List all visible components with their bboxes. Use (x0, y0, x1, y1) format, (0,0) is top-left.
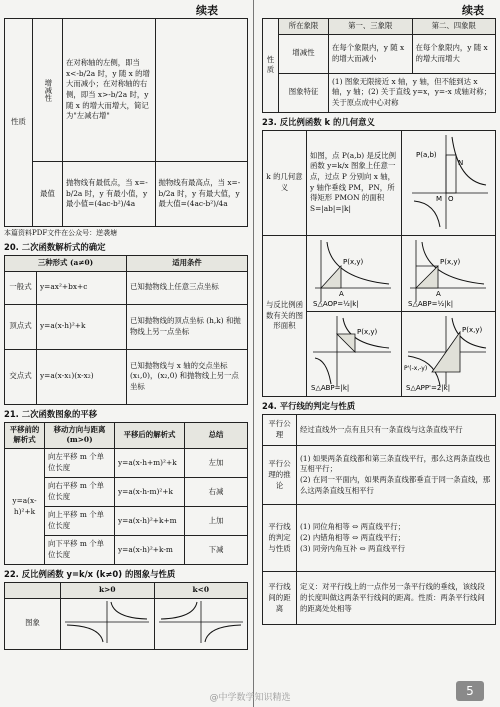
sec24-label: 平行线的判定与性质 (263, 505, 297, 572)
sec20-row-cond: 已知抛物线的顶点坐标 (h,k) 和抛物线上另一点坐标 (127, 304, 248, 349)
area-fig2-cell (401, 235, 496, 312)
left-column (4, 18, 248, 650)
right-column (262, 18, 496, 625)
sec24-text: (1) 同位角相等 ⇔ 两直线平行； (2) 内错角相等 ⇔ 两直线平行； (3) 同旁内角互补 ⇔ 两直线平行 (297, 505, 496, 572)
k-meaning-figure (402, 131, 492, 231)
hyperbola-kneg-cell (154, 598, 248, 649)
sec20-head-cond: 适用条件 (127, 256, 248, 272)
sec22-image-label: 图象 (5, 598, 61, 649)
fig2-p-label: P(x,y) (439, 257, 460, 266)
right-nature-label: 性质 (263, 19, 279, 113)
source-note: 本篇资料PDF文件在公众号：逆袭塘 (4, 229, 118, 237)
area-fig4-cell (401, 312, 496, 397)
area-fig2 (402, 236, 490, 308)
fig2-area: S△ABP=½|k| (407, 299, 453, 308)
sec20-row-formula: y=a(x-x₁)(x-x₂) (37, 349, 127, 404)
fig4-p-label: P(x,y) (461, 326, 482, 335)
sec24-text: 经过直线外一点有且只有一条直线与这条直线平行 (297, 415, 496, 446)
quadrant-label: 所在象限 (279, 19, 329, 35)
sec20-row-name: 交点式 (5, 349, 37, 404)
page-number-badge: 5 (456, 681, 484, 701)
sec20-head-form: 三种形式 (a≠0) (5, 256, 127, 272)
extreme-label: 最值 (33, 162, 63, 227)
fig1-a-label: A (339, 289, 344, 298)
fig4-area: S△APP'=2|k| (405, 384, 450, 393)
sec21-move: 向下平移 m 个单位长度 (45, 536, 115, 565)
area-fig1 (307, 236, 395, 308)
label-n: N (457, 158, 463, 167)
sec20-row-cond: 已知抛物线上任意三点坐标 (127, 271, 248, 304)
sec21-after: y=a(x-h)²+k+m (115, 507, 185, 536)
footer-watermark: @中学数学知识精选 (209, 693, 291, 703)
area-label: 与反比例函数有关的图形面积 (263, 235, 307, 396)
sec20-title: 20. 二次函数解析式的确定 (4, 242, 106, 252)
sec24-label: 平行公理 (263, 415, 297, 446)
sec21-move: 向左平移 m 个单位长度 (45, 449, 115, 478)
extreme-left: 抛物线有最低点，当 x=-b/2a 时，y 有最小值，y最小值=(4ac-b²)/4a (63, 162, 156, 227)
area-fig3-cell (307, 312, 402, 397)
sec22-table (4, 582, 248, 649)
label-o: O (447, 194, 454, 203)
sec21-head: 平移前的解析式 (5, 422, 45, 448)
sec20-table (4, 255, 248, 405)
extreme-right: 抛物线有最高点，当 x=-b/2a 时，y 有最大值，y最大值=(4ac-b²)/4a (155, 162, 248, 227)
quadrant-neg: 第二、四象限 (412, 19, 496, 35)
right-mono-label: 增减性 (279, 34, 329, 73)
right-mono-pos: 在每个象限内，y 随 x 的增大而减小 (329, 34, 413, 73)
sec20-row-cond: 已知抛物线与 x 轴的交点坐标 (x₁,0)，(x₂,0) 和抛物线上另一点坐标 (127, 349, 248, 404)
continued-label-right: 续表 (462, 4, 484, 17)
k-meaning-label: k 的几何意义 (263, 130, 307, 235)
sec24-text: 定义：对平行线上的一点作另一条平行线的垂线，该线段的长度叫做这两条平行线间的距离。性质：两条平行线间的距离处处相等 (297, 572, 496, 625)
right-mono-neg: 在每个象限内，y 随 x 的增大而增大 (412, 34, 496, 73)
continued-label-left: 续表 (196, 4, 218, 17)
feature-label: 图象特征 (279, 73, 329, 112)
hyperbola-kneg-graph (155, 599, 247, 645)
sec21-title: 21. 二次函数图象的平移 (4, 408, 98, 419)
monotonic-left: 在对称轴的左侧，即当 x<-b/2a 时，y 随 x 的增大而减小；在对称轴的右侧，即当 x>-b/2a 时，y 随 x 的增大而增大，简记为"左减右增" (63, 19, 156, 162)
fig3-area: S△ABP=|k| (311, 384, 350, 393)
sec21-after: y=a(x-h)²+k-m (115, 536, 185, 565)
sec24-label: 平行公理的推论 (263, 446, 297, 505)
sec24-text: (1) 如果两条直线都和第三条直线平行，那么这两条直线也互相平行； (2) 在同一平面内，如果两条直线都垂直于同一条直线，那么这两条直线互相平行 (297, 446, 496, 505)
sec24-table (262, 414, 496, 625)
hyperbola-kpos-cell (61, 598, 155, 649)
sec21-after: y=a(x-h+m)²+k (115, 449, 185, 478)
sec22-head-kpos: k>0 (61, 583, 155, 599)
k-meaning-figure-cell (401, 130, 496, 235)
sec22-head-kneg: k<0 (154, 583, 248, 599)
sec23-title: 23. 反比例函数 k 的几何意义 (262, 116, 375, 127)
sec21-after: y=a(x-h-m)²+k (115, 478, 185, 507)
fig3-p-label: P(x,y) (357, 328, 378, 337)
sec21-move: 向右平移 m 个单位长度 (45, 478, 115, 507)
sec21-move: 向上平移 m 个单位长度 (45, 507, 115, 536)
fig2-a-label: A (435, 289, 441, 298)
sec24-label: 平行线间的距离 (263, 572, 297, 625)
sec21-sum: 上加 (185, 507, 248, 536)
nature-label: 性质 (5, 19, 33, 227)
fig4-pp-label: P'(-x,-y) (403, 365, 427, 373)
fig1-area: S△AOP=½|k| (313, 299, 359, 308)
area-fig1-cell (307, 235, 402, 312)
sec22-blank-head (5, 583, 61, 599)
label-pab: P(a,b) (415, 150, 437, 159)
sec20-row-formula: y=ax²+bx+c (37, 271, 127, 304)
sec21-head: 平移后的解析式 (115, 422, 185, 448)
sec20-row-formula: y=a(x-h)²+k (37, 304, 127, 349)
sec21-head: 移动方向与距离 (m>0) (45, 422, 115, 448)
sec21-sum: 左加 (185, 449, 248, 478)
sec20-row-name: 顶点式 (5, 304, 37, 349)
monotonic-right (155, 19, 248, 162)
sec22-title: 22. 反比例函数 y=k/x (k≠0) 的图象与性质 (4, 569, 176, 580)
sec21-head: 总结 (185, 422, 248, 448)
label-m: M (435, 194, 442, 203)
area-fig3 (307, 312, 395, 392)
quadrant-pos: 第一、三象限 (329, 19, 413, 35)
sec24-title: 24. 平行线的判定与性质 (262, 401, 356, 412)
sec21-sum: 下减 (185, 536, 248, 565)
k-meaning-text: 如图，点 P(a,b) 是反比例函数 y=k/x 图象上任意一点，过点 P 分别向 x 轴，y 轴作垂线 PM，PN，所得矩形 PMON 的面积 S=|ab|=|k| (307, 130, 402, 235)
feature-text: (1) 图象无限接近 x 轴，y 轴，但不能到达 x 轴，y 轴；(2) 关于直线 y=x，y=-x 成轴对称；关于原点成中心对称 (329, 73, 496, 112)
area-fig4 (402, 312, 490, 392)
sec21-sum: 右减 (185, 478, 248, 507)
sec21-base: y=a(x-h)²+k (5, 449, 45, 565)
column-divider (253, 0, 254, 707)
right-props-table (262, 18, 496, 113)
sec20-row-name: 一般式 (5, 271, 37, 304)
parabola-props-table (4, 18, 248, 227)
monotonic-label: 增减性 (33, 19, 63, 162)
fig1-p-label: P(x,y) (343, 257, 364, 266)
hyperbola-kpos-graph (61, 599, 153, 645)
sec21-table (4, 422, 248, 565)
sec23-table (262, 130, 496, 397)
